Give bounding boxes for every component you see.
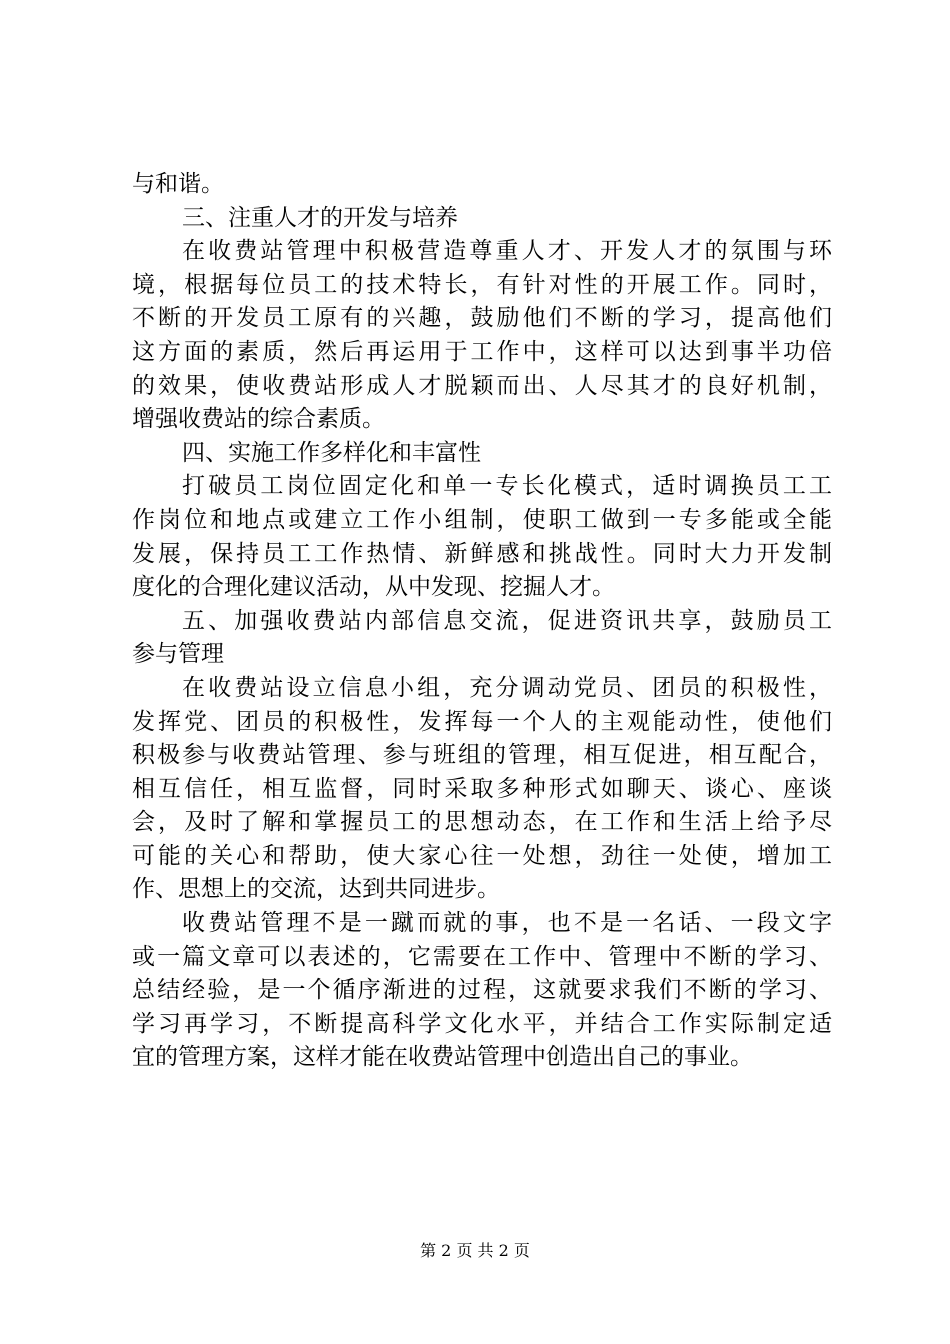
text-line: 总结经验，是一个循序渐进的过程，这就要求我们不断的学习、 bbox=[132, 977, 832, 1004]
text-line: 学习再学习，不断提高科学文化水平，并结合工作实际制定适 bbox=[132, 1010, 832, 1037]
text-line: 作岗位和地点或建立工作小组制，使职工做到一专多能或全能 bbox=[132, 506, 832, 533]
text-line: 在收费站设立信息小组，充分调动党员、团员的积极性， bbox=[182, 674, 832, 701]
text-line: 这方面的素质，然后再运用于工作中，这样可以达到事半功倍 bbox=[132, 338, 832, 365]
text-line: 发展，保持员工工作热情、新鲜感和挑战性。同时大力开发制 bbox=[132, 540, 832, 567]
text-line: 五、加强收费站内部信息交流，促进资讯共享，鼓励员工 bbox=[182, 607, 832, 634]
text-line: 三、注重人才的开发与培养 bbox=[182, 204, 458, 231]
page-footer: 第 2 页 共 2 页 bbox=[420, 1241, 530, 1260]
text-line: 相互信任，相互监督，同时采取多种形式如聊天、谈心、座谈 bbox=[132, 775, 832, 802]
text-line: 四、实施工作多样化和丰富性 bbox=[182, 439, 481, 466]
text-line: 参与管理 bbox=[132, 641, 224, 668]
text-line: 境，根据每位员工的技术特长，有针对性的开展工作。同时， bbox=[132, 271, 832, 298]
text-line: 可能的关心和帮助，使大家心往一处想，劲往一处使，增加工 bbox=[132, 842, 832, 869]
text-line: 度化的合理化建议活动，从中发现、挖掘人才。 bbox=[132, 574, 615, 601]
text-line: 或一篇文章可以表述的，它需要在工作中、管理中不断的学习、 bbox=[132, 943, 832, 970]
text-line: 打破员工岗位固定化和单一专长化模式，适时调换员工工 bbox=[182, 473, 832, 500]
text-line: 不断的开发员工原有的兴趣，鼓励他们不断的学习，提高他们 bbox=[132, 305, 832, 332]
text-line: 收费站管理不是一蹴而就的事，也不是一名话、一段文字 bbox=[182, 910, 832, 937]
text-line: 积极参与收费站管理、参与班组的管理，相互促进，相互配合， bbox=[132, 742, 832, 769]
text-line: 与和谐。 bbox=[132, 171, 224, 197]
text-line: 作、思想上的交流，达到共同进步。 bbox=[132, 876, 500, 903]
document-body bbox=[132, 168, 832, 1075]
text-line: 发挥党、团员的积极性，发挥每一个人的主观能动性，使他们 bbox=[132, 708, 832, 735]
text-line: 增强收费站的综合素质。 bbox=[132, 406, 385, 433]
text-line: 会，及时了解和掌握员工的思想动态，在工作和生活上给予尽 bbox=[132, 809, 832, 836]
text-line: 宜的管理方案，这样才能在收费站管理中创造出自己的事业。 bbox=[132, 1044, 753, 1071]
text-line: 在收费站管理中积极营造尊重人才、开发人才的氛围与环 bbox=[182, 238, 832, 265]
text-line: 的效果，使收费站形成人才脱颖而出、人尽其才的良好机制， bbox=[132, 372, 832, 399]
